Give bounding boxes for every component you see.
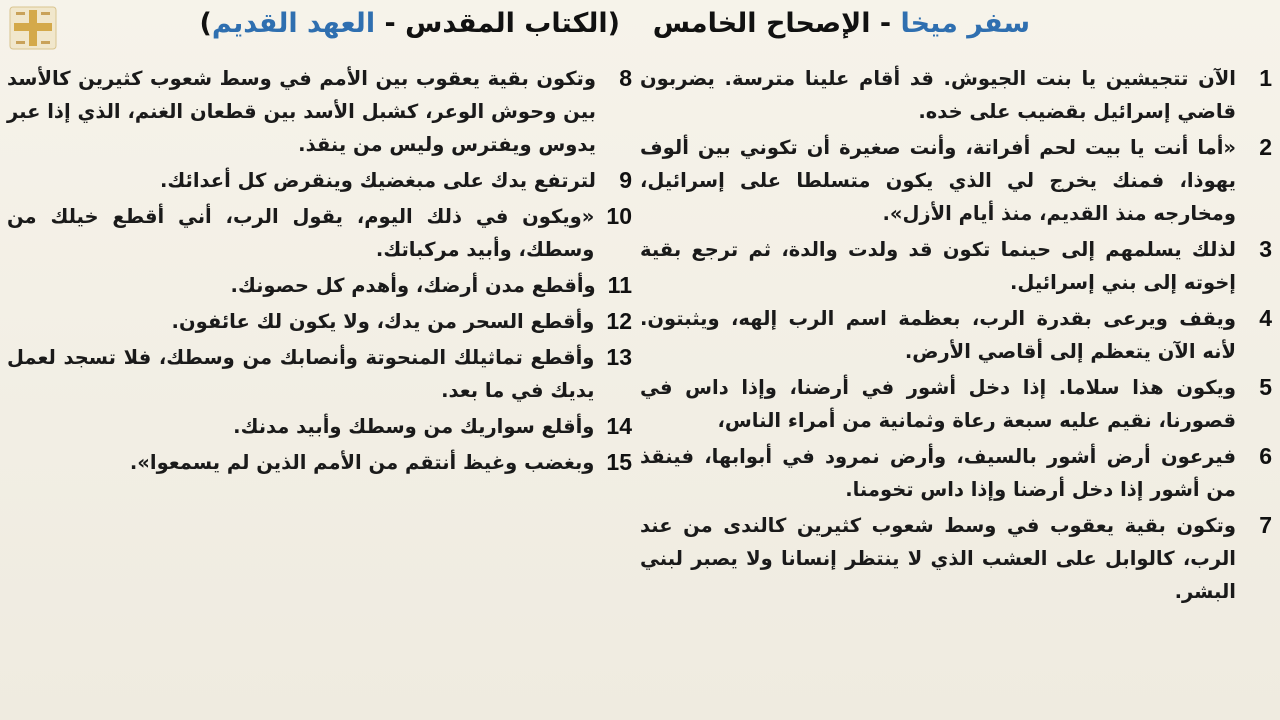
chapter-title: [653, 8, 1030, 39]
verse-number: 1: [1259, 65, 1272, 91]
verse-8: [7, 62, 632, 161]
verse-number: 6: [1259, 443, 1272, 469]
verse-number: 8: [619, 65, 632, 91]
verse-number: 15: [606, 449, 632, 475]
verse-number: 10: [606, 203, 632, 229]
book-name: سفر ميخا: [900, 8, 1030, 39]
verse-text: وأقطع تماثيلك المنحوتة وأنصابك من وسطك، فلا تسجد لعمل يديك في ما بعد.: [7, 346, 595, 402]
verse-11: [7, 269, 632, 302]
verse-4: [640, 302, 1272, 368]
verse-15: [7, 446, 632, 479]
testament-label: العهد القديم: [211, 8, 376, 39]
verse-2: [640, 131, 1272, 230]
verse-number: 12: [606, 308, 632, 334]
verse-text: وأقلع سواريك من وسطك وأبيد مدنك.: [233, 415, 595, 438]
verse-12: [7, 305, 632, 338]
verse-5: [640, 371, 1272, 437]
bible-open-label: (الكتاب المقدس: [405, 8, 620, 39]
verse-number: 13: [606, 344, 632, 370]
verse-text: ويكون هذا سلاما. إذا دخل أشور في أرضنا، وإذا داس في قصورنا، نقيم عليه سبعة رعاة وثمانية من أمراء الناس،: [640, 376, 1236, 432]
verse-9: [7, 164, 632, 197]
title-dash: -: [375, 8, 406, 39]
bible-title: [200, 8, 620, 39]
verse-text: وتكون بقية يعقوب بين الأمم في وسط شعوب كثيرين كالأسد بين وحوش الوعر، كشبل الأسد بين قطعان الغنم، الذي إذا عبر يدوس ويفترس وليس من ينقذ.: [7, 67, 596, 156]
verse-text: وأقطع مدن أرضك، وأهدم كل حصونك.: [230, 274, 596, 297]
verse-text: وأقطع السحر من يدك، ولا يكون لك عائفون.: [171, 310, 595, 333]
bible-close-paren: ): [199, 8, 212, 39]
verse-number: 2: [1259, 134, 1272, 160]
verse-13: [7, 341, 632, 407]
verse-text: وبغضب وغيظ أنتقم من الأمم الذين لم يسمعوا».: [129, 451, 595, 474]
page-header: [70, 6, 1260, 50]
verse-text: «ويكون في ذلك اليوم، يقول الرب، أني أقطع خيلك من وسطك، وأبيد مركباتك.: [7, 205, 595, 261]
verse-number: 3: [1259, 236, 1272, 262]
verse-3: [640, 233, 1272, 299]
verse-10: [7, 200, 632, 266]
verse-text: وتكون بقية يعقوب في وسط شعوب كثيرين كالندى من عند الرب، كالوابل على العشب الذي لا ينتظر إنسانا ولا يصبر لبني البشر.: [640, 514, 1236, 603]
verse-number: 5: [1259, 374, 1272, 400]
verse-text: ويقف ويرعى بقدرة الرب، بعظمة اسم الرب إلهه، ويثبتون. لأنه الآن يتعظم إلى أقاصي الأرض.: [640, 307, 1236, 363]
verse-text: فيرعون أرض أشور بالسيف، وأرض نمرود في أبوابها، فينقذ من أشور إذا دخل أرضنا وإذا داس تخومنا.: [640, 445, 1236, 501]
verse-text: لترتفع يدك على مبغضيك وينقرض كل أعدائك.: [159, 169, 596, 192]
verse-7: [640, 509, 1272, 608]
verses-column-left: [7, 62, 632, 482]
verse-number: 7: [1259, 512, 1272, 538]
verse-14: [7, 410, 632, 443]
coptic-cross-icon: [6, 4, 62, 52]
verse-number: 4: [1259, 305, 1272, 331]
verse-number: 9: [619, 167, 632, 193]
verse-1: [640, 62, 1272, 128]
verses-column-right: [640, 62, 1272, 611]
verse-6: [640, 440, 1272, 506]
verse-text: «أما أنت يا بيت لحم أفراتة، وأنت صغيرة أن تكوني بين ألوف يهوذا، فمنك يخرج لي الذي يكون متسلطا على إسرائيل، ومخارجه منذ القديم، منذ أيام الأزل».: [640, 136, 1236, 225]
chapter-name: - الإصحاح الخامس: [652, 8, 892, 39]
verse-number: 14: [606, 413, 632, 439]
verse-text: لذلك يسلمهم إلى حينما تكون قد ولدت والدة، ثم ترجع بقية إخوته إلى بني إسرائيل.: [640, 238, 1236, 294]
verse-number: 11: [607, 272, 632, 298]
verse-text: الآن تتجيشين يا بنت الجيوش. قد أقام علينا مترسة. يضربون قاضي إسرائيل بقضيب على خده.: [640, 67, 1236, 123]
